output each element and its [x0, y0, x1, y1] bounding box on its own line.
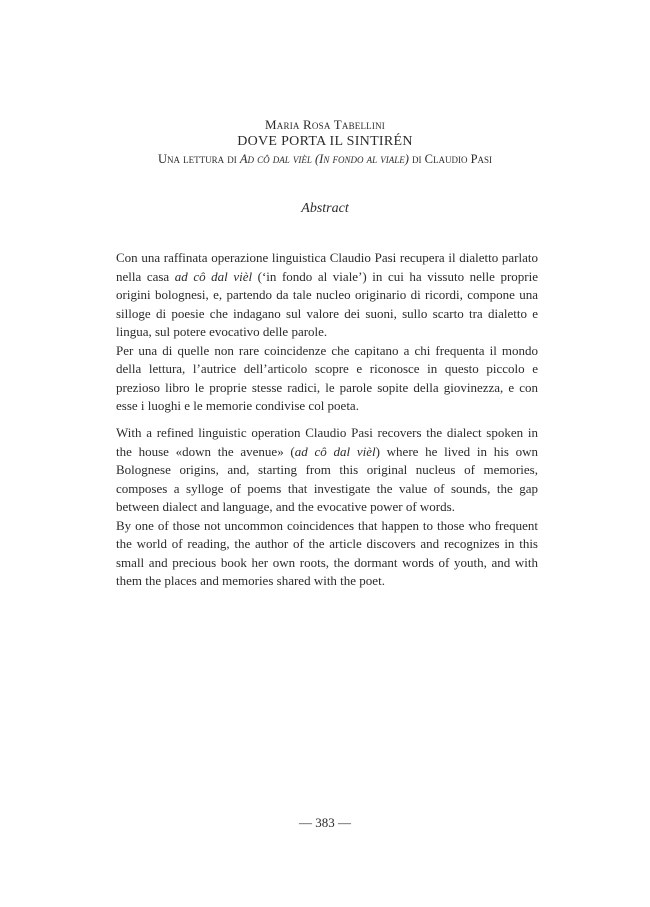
italian-p1-text-a: Con una raffinata operazione linguistica Claudio Pasi recupera il dialetto parlato nella casa — [116, 250, 538, 284]
italian-p1-italic: ad cô dal vièl — [174, 268, 253, 284]
abstract-english — [116, 424, 538, 591]
subtitle-book-title: Ad cô dal vièl (In fondo al viale) — [239, 152, 409, 166]
english-paragraph-1 — [116, 424, 538, 517]
article-subtitle — [0, 151, 650, 168]
page-number: — 383 — — [299, 815, 351, 830]
italian-paragraph-1 — [116, 249, 538, 342]
article-title: DOVE PORTA IL SINTIRÉN — [237, 134, 413, 149]
author-name: Maria Rosa Tabellini — [265, 117, 385, 132]
article-header — [0, 116, 650, 168]
subtitle-prefix: Una lettura di — [157, 152, 240, 166]
english-p1-text-a: With a refined linguistic operation Claudio Pasi recovers the dialect spoken in the house «down the avenue» ( — [116, 425, 538, 459]
italian-paragraph-2: Per una di quelle non rare coincidenze che capitano a chi frequenta il mondo della lettura, l’autrice dell’articolo scopre e riconosce in questo piccolo e prezioso libro le proprie stesse radici, le parole sopite della giovinezza, e con esse i luoghi e le memorie condivise col poeta. — [116, 342, 538, 413]
english-p1-italic: ad cô dal vièl — [294, 443, 376, 459]
english-p1-text-b: ) where he lived in his own Bolognese origins, and, starting from this original nucleus of memories, composes a sylloge of poems that investigate the value of sounds, the gap between dialect and language, and the evocative power of words. — [116, 443, 538, 514]
abstract-italian — [116, 249, 538, 416]
italian-p1-text-b: (‘in fondo al viale’) in cui ha vissuto nelle proprie origini bolognesi, e, partendo da tale nucleo originario di ricordi, compone una silloge di poesie che indagano sul valore dei suoni, sullo scarto tra dialetto e lingua, sul potere evocativo delle parole. — [116, 268, 538, 339]
abstract-heading: Abstract — [301, 201, 349, 216]
subtitle-suffix: di Claudio Pasi — [408, 152, 493, 166]
english-paragraph-2: By one of those not uncommon coincidences that happen to those who frequent the world of reading, the author of the article discovers and recognizes in this small and precious book her own roots, the dormant words of youth, and with them the places and memories shared with the poet. — [116, 517, 538, 588]
